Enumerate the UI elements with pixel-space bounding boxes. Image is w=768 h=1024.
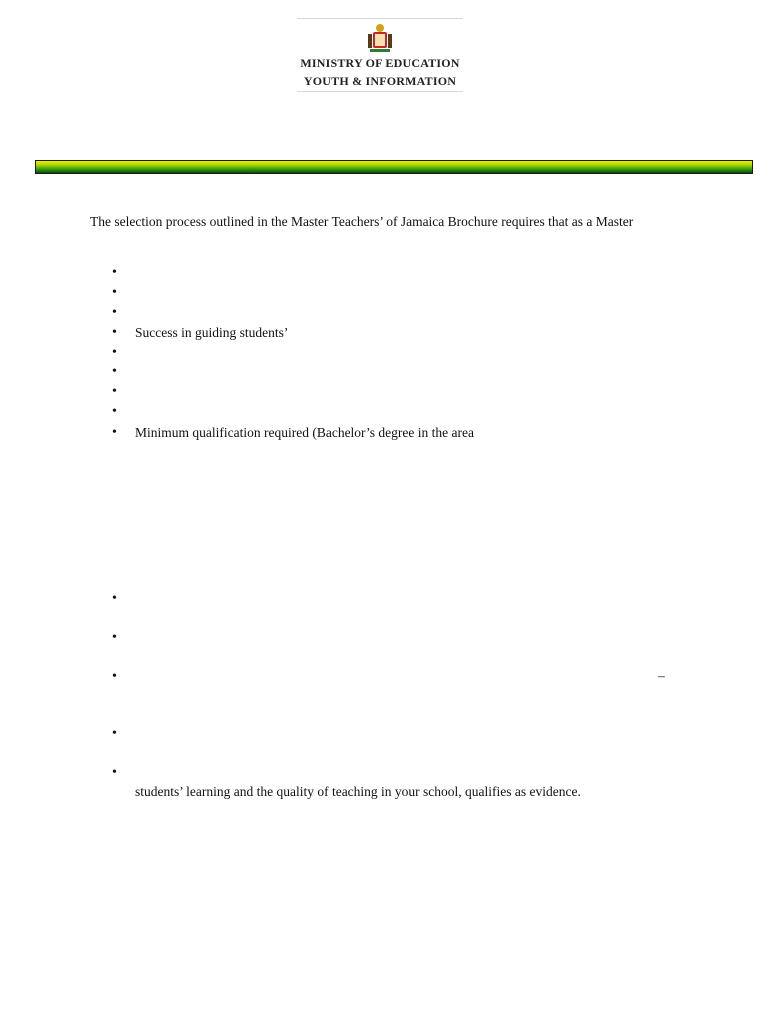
list1-item: Minimum qualification required (Bachelor’s degree in the area	[135, 425, 474, 440]
list2-bullet: •	[112, 765, 117, 780]
trailing-dash: –	[658, 668, 665, 683]
intro-paragraph: The selection process outlined in the Master Teachers’ of Jamaica Brochure requires that as a Master	[90, 214, 634, 229]
list2-bullet: •	[112, 630, 117, 645]
logo-title-line1: MINISTRY OF EDUCATION	[300, 56, 460, 70]
list1-bullet: •	[112, 325, 117, 340]
list1-item: Success in guiding students’	[135, 325, 289, 340]
evidence-text: students’ learning and the quality of teaching in your school, qualifies as evidence.	[135, 784, 581, 799]
list1-bullet: •	[112, 364, 117, 379]
list1-bullet: •	[112, 384, 117, 399]
list2-bullet: •	[112, 669, 117, 684]
list1-bullet: •	[112, 345, 117, 360]
ministry-logo	[297, 18, 463, 92]
list2-bullet: •	[112, 726, 117, 741]
logo-title-line2: YOUTH & INFORMATION	[303, 74, 457, 88]
header-color-band	[35, 160, 753, 174]
coat-of-arms-icon	[363, 22, 397, 56]
list1-bullet: •	[112, 404, 117, 419]
list1-bullet: •	[112, 285, 117, 300]
list1-bullet: •	[112, 425, 117, 440]
list1-bullet: •	[112, 305, 117, 320]
list2-bullet: •	[112, 591, 117, 606]
list1-bullet: •	[112, 265, 117, 280]
